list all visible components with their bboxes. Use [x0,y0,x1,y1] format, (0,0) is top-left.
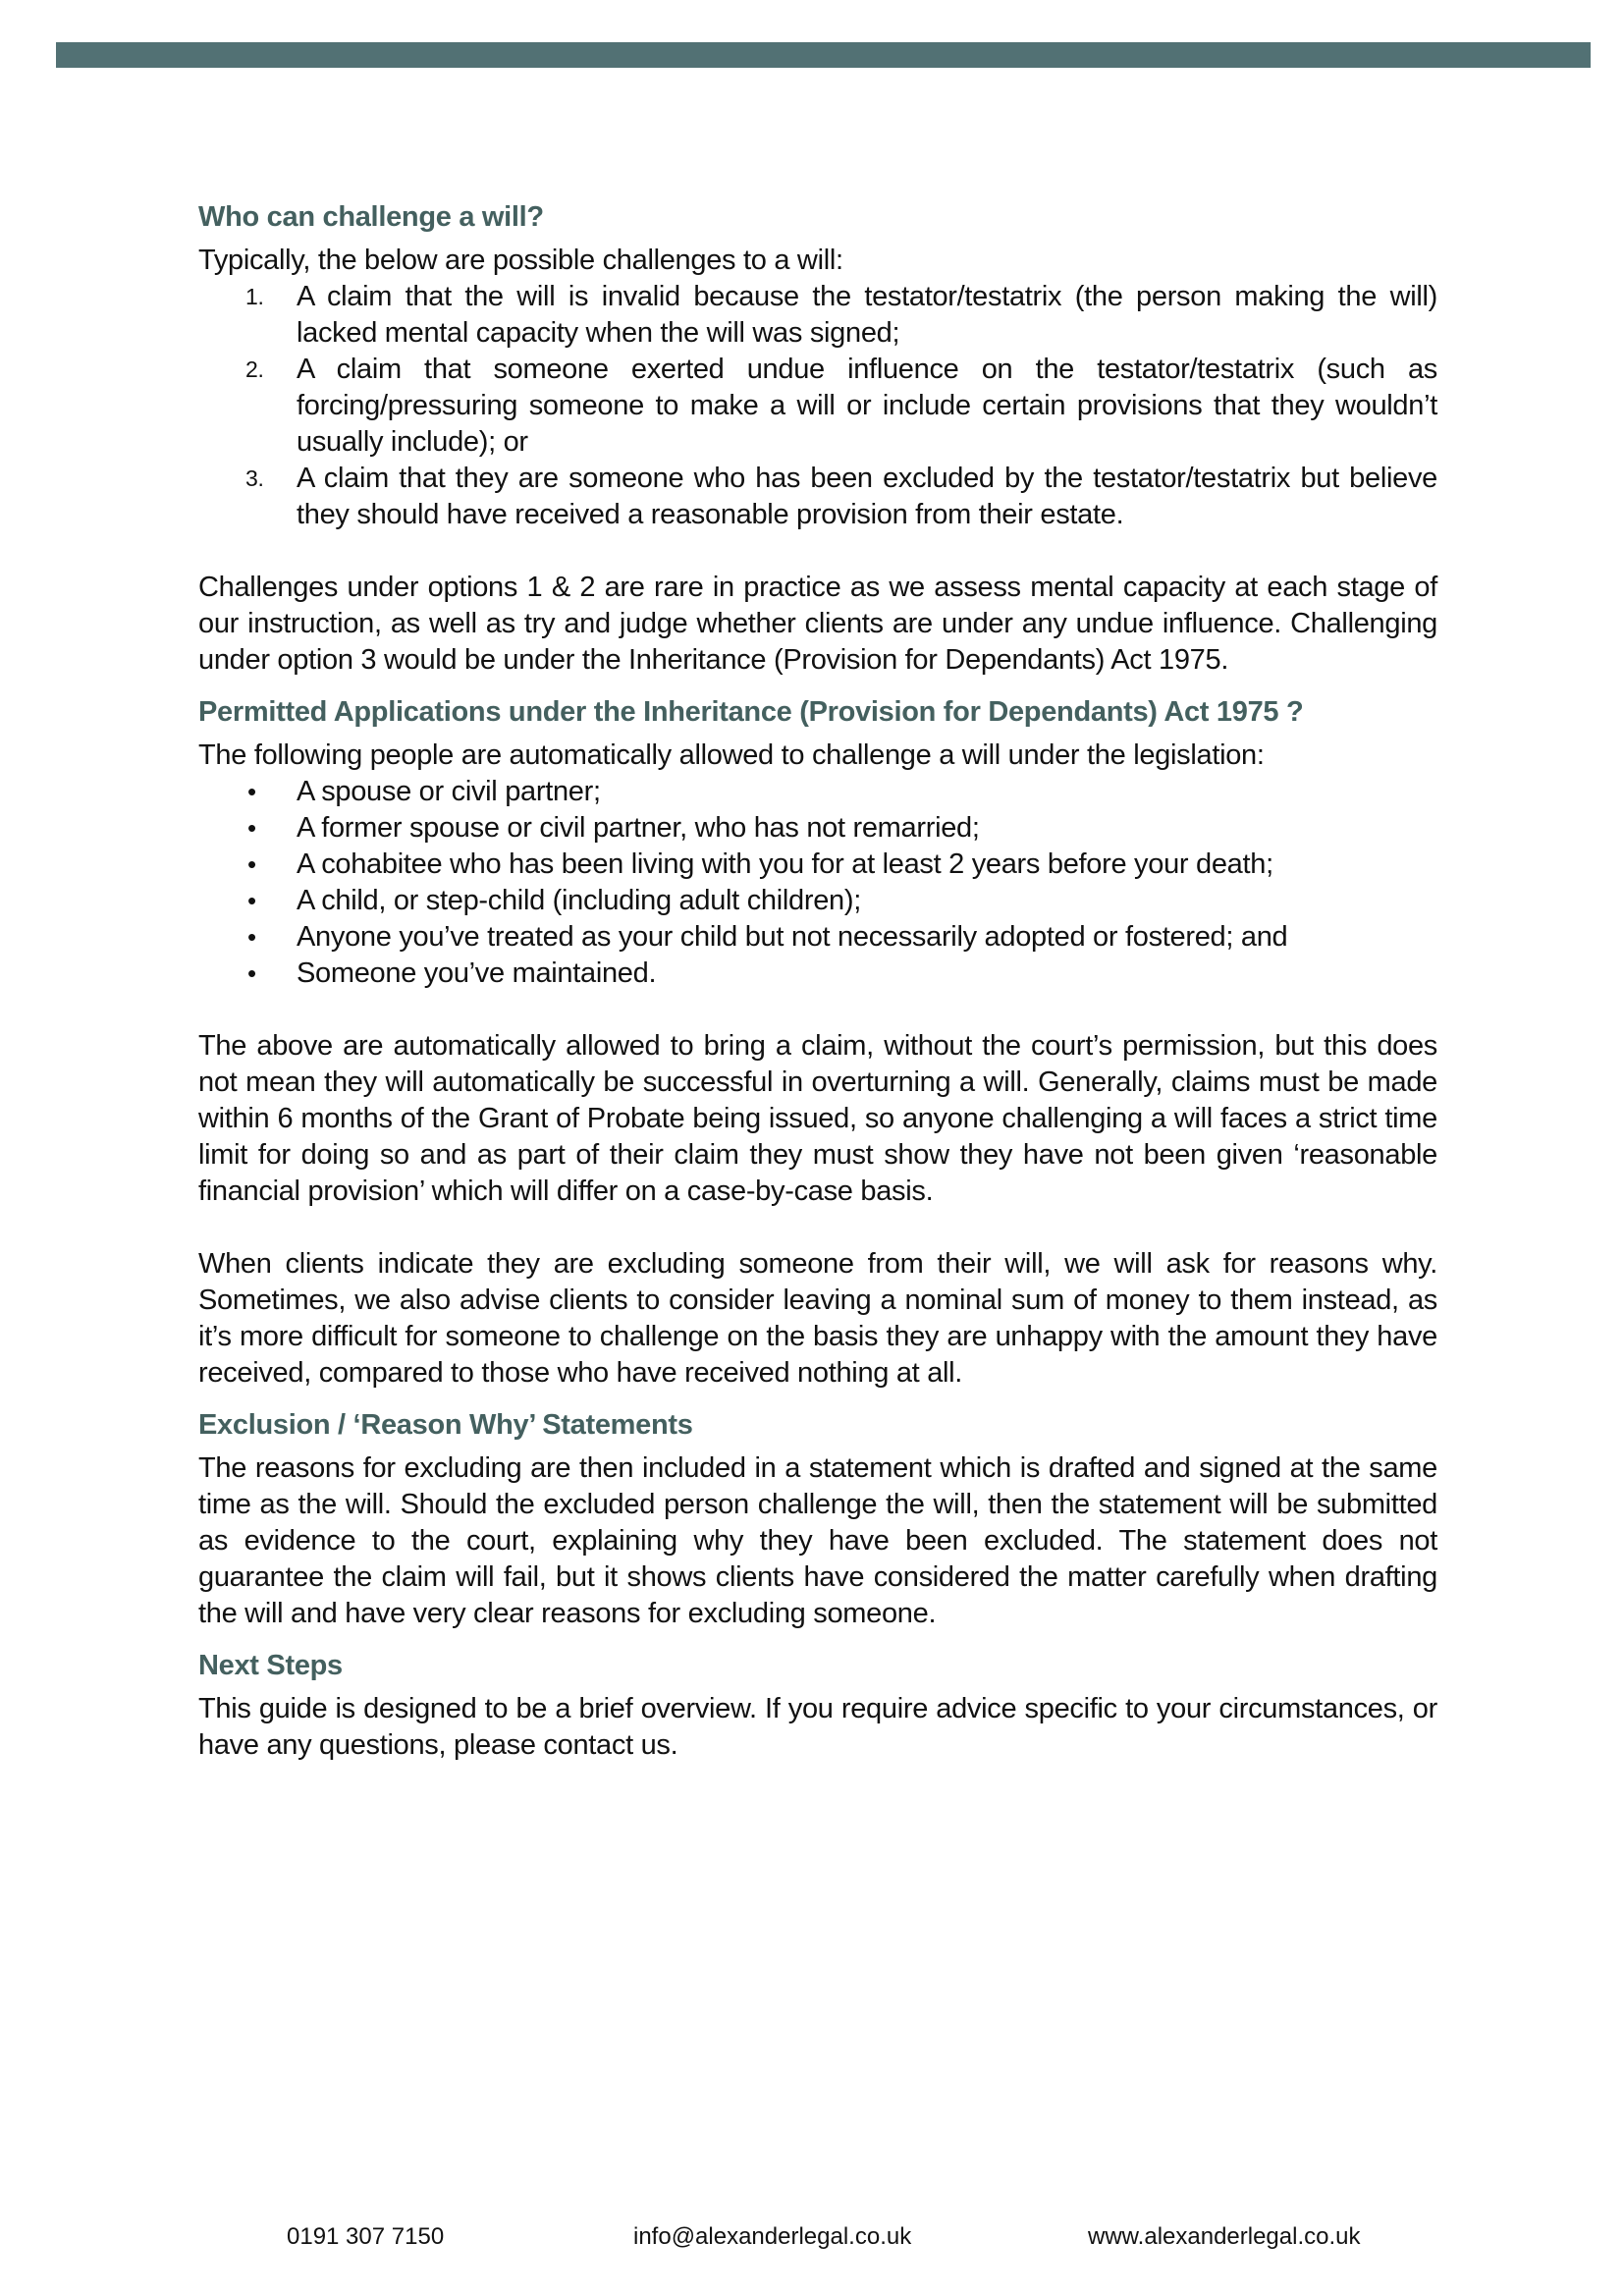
challenge-list [198,279,1437,533]
list-item [198,883,1437,919]
list-item-text: A claim that they are someone who has been excluded by the testator/testatrix but believe they should have received a reasonable provision from their estate. [297,463,1437,530]
list-number: 1. [245,284,264,309]
bullet-icon: • [247,813,256,843]
header-bar [56,42,1591,68]
section-heading-who-can-challenge: Who can challenge a will? [198,201,544,233]
footer-website: www.alexanderlegal.co.uk [1088,2223,1361,2250]
list-item-text: A child, or step-child (including adult children); [297,885,861,916]
list-number: 3. [245,465,264,491]
list-item [198,847,1437,883]
list-item [198,810,1437,847]
footer-email: info@alexanderlegal.co.uk [633,2223,912,2250]
bullet-icon: • [247,886,256,915]
list-item-text: Someone you’ve maintained. [297,957,657,989]
list-item-text: A claim that the will is invalid because the testator/testatrix (the person making the will) lacked mental capacity when the will was signed; [297,281,1437,349]
list-item-text: A cohabitee who has been living with you for at least 2 years before your death; [297,848,1273,880]
bullet-icon: • [247,958,256,988]
section-heading-exclusion-statements: Exclusion / ‘Reason Why’ Statements [198,1409,693,1441]
document-body [198,191,1437,1764]
list-number: 2. [245,356,264,382]
list-item-text: A claim that someone exerted undue influence on the testator/testatrix (such as forcing/pressuring someone to make a will or include certain provisions that they wouldn’t usually include); or [297,354,1437,458]
bullet-icon: • [247,922,256,952]
list-item [198,352,1437,461]
list-item-text: Anyone you’ve treated as your child but not necessarily adopted or fostered; and [297,921,1288,953]
eligible-claimants-list [198,774,1437,992]
list-item [198,774,1437,810]
list-item [198,461,1437,533]
list-item [198,279,1437,352]
list-item-text: A former spouse or civil partner, who has not remarried; [297,812,980,844]
list-item [198,956,1437,992]
list-item-text: A spouse or civil partner; [297,776,601,807]
list-item [198,919,1437,956]
paragraph: Challenges under options 1 & 2 are rare in practice as we assess mental capacity at each stage of our instruction, as well as try and judge whether clients are under any undue influence. Challenging under option 3 would be under the Inheritance (Provision for Dependants) Act 1975. [198,572,1437,676]
section-intro: Typically, the below are possible challenges to a will: [198,245,843,276]
section-heading-next-steps: Next Steps [198,1650,343,1681]
paragraph: The reasons for excluding are then included in a statement which is drafted and signed at the same time as the will. Should the excluded person challenge the will, then the statement will be submitted as evidence to the court, explaining why they have been excluded. The statement does not guarantee the claim will fail, but it shows clients have considered the matter carefully when drafting the will and have very clear reasons for excluding someone. [198,1452,1437,1629]
section-intro: The following people are automatically allowed to challenge a will under the legislation: [198,739,1265,771]
bullet-icon: • [247,777,256,806]
paragraph: This guide is designed to be a brief overview. If you require advice specific to your circumstances, or have any questions, please contact us. [198,1693,1437,1761]
paragraph: The above are automatically allowed to bring a claim, without the court’s permission, but this does not mean they will automatically be successful in overturning a will. Generally, claims must be made within 6 months of the Grant of Probate being issued, so anyone challenging a will faces a strict time limit for doing so and as part of their claim they must show they have not been given ‘reasonable financial provision’ which will differ on a case-by-case basis. [198,1030,1437,1207]
bullet-icon: • [247,849,256,879]
footer [0,2223,1623,2253]
footer-phone: 0191 307 7150 [287,2223,445,2250]
section-heading-permitted-applications: Permitted Applications under the Inheritance (Provision for Dependants) Act 1975 ? [198,696,1304,728]
paragraph: When clients indicate they are excluding someone from their will, we will ask for reasons why. Sometimes, we also advise clients to consider leaving a nominal sum of money to them instead, as it’s more difficult for someone to challenge on the basis they are unhappy with the amount they have received, compared to those who have received nothing at all. [198,1248,1437,1389]
